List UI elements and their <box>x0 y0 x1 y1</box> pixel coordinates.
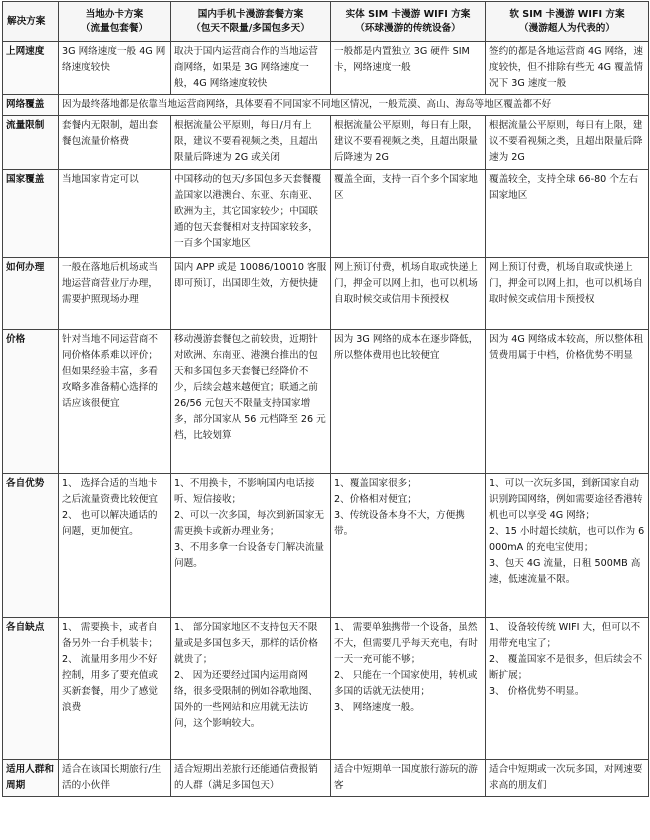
list-item: 1、覆盖国家很多； <box>334 478 417 489</box>
header-subtitle: （漫游超人为代表的） <box>519 22 615 34</box>
list-item: 2、 因为还要经过国内运用商网络，很多受限制的例如谷歌地图、国外的一些网站和应用就无法访问，这个影响较大。 <box>174 670 318 729</box>
cell: 网上预订付费，机场自取或快递上门，押金可以网上扣，也可以机场自取时候交或信用卡预授权 <box>486 258 649 330</box>
row-how-to-apply <box>3 258 649 330</box>
cell: 覆盖较全，支持全球 66-80 个左右国家地区 <box>486 170 649 258</box>
cell: 取决于国内运营商合作的当地运营商网络，如果是 3G 网络速度一般，4G 网络速度较快 <box>171 42 331 95</box>
cell: 适合在该国长期旅行/生活的小伙伴 <box>59 760 171 797</box>
corner-header: 解决方案 <box>3 2 59 42</box>
header-domestic-roaming <box>171 2 331 42</box>
cell <box>59 474 171 618</box>
list-item: 2、15 小时超长续航，也可以作为 6000mA 的充电宝使用； <box>489 526 645 553</box>
row-label: 价格 <box>3 330 59 474</box>
cell: 3G 网络速度一般 4G 网络速度较快 <box>59 42 171 95</box>
list-item: 2、可以一次多国，每次到新国家无需更换卡或新办理业务； <box>174 510 325 537</box>
cell: 一般都是内置独立 3G 硬件 SIM 卡，网络速度一般 <box>331 42 486 95</box>
comparison-table <box>2 1 649 797</box>
cell: 因为 3G 网络的成本在逐步降低，所以整体费用也比较便宜 <box>331 330 486 474</box>
cell: 移动漫游套餐包之前较贵，近期针对欧洲、东南亚、港澳台推出的包天和多国包多天套餐已经降价不少，后续会越来越便宜；联通之前 26/56 元包天不限量支持国家增多，部分国家从 56 元档降至 26 元档，比较划算 <box>171 330 331 474</box>
list-item: 2、 也可以解决通话的问题，更加便宜。 <box>62 510 158 537</box>
row-speed <box>3 42 649 95</box>
list-item: 1、不用换卡，不影响国内电话接听、短信接收； <box>174 478 315 505</box>
header-physical-sim-wifi <box>331 2 486 42</box>
cell: 根据流量公平原则，每日有上限，建议不要看视频之类，且超出限量后降速为 2G <box>486 116 649 170</box>
cell: 根据流量公平原则，每日有上限，建议不要看视频之类，且超出限量后降速为 2G <box>331 116 486 170</box>
header-subtitle: （流量包套餐） <box>80 22 149 34</box>
cell: 签约的都是各地运营商 4G 网络，速度较快，但不排除有些无 4G 覆盖情况下 3G 速度一般 <box>486 42 649 95</box>
list-item: 1、 需要换卡，或者自备另外一台手机装卡； <box>62 622 158 649</box>
header-title: 国内手机卡漫游套餐方案 <box>197 8 304 20</box>
header-row <box>3 2 649 42</box>
cell <box>331 618 486 760</box>
cell <box>486 618 649 760</box>
row-traffic-limit <box>3 116 649 170</box>
row-advantages <box>3 474 649 618</box>
cell: 针对当地不同运营商不同价格体系难以评价；但如果经验丰富，多看攻略多准备精心选择的话应该很便宜 <box>59 330 171 474</box>
cell: 适合短期出差旅行还能通信费报销的人群（满足多国包天） <box>171 760 331 797</box>
row-target-users <box>3 760 649 797</box>
cell <box>171 618 331 760</box>
row-label: 各自缺点 <box>3 618 59 760</box>
row-country-coverage <box>3 170 649 258</box>
list-item: 3、不用多拿一台设备专门解决流量问题。 <box>174 542 325 569</box>
header-subtitle: （环球漫游的传统设备） <box>355 22 461 34</box>
list-item: 2、 覆盖国家不是很多，但后续会不断扩展； <box>489 654 643 681</box>
cell: 根据流量公平原则，每日/月有上限，建议不要看视频之类，且超出限量后降速为 2G 或关闭 <box>171 116 331 170</box>
list-item: 3、 网络速度一般。 <box>334 702 420 713</box>
cell: 适合中短期单一国度旅行游玩的游客 <box>331 760 486 797</box>
list-item: 1、 需要单独携带一个设备，虽然不大，但需要几乎每天充电，有时一天一充可能不够； <box>334 622 478 665</box>
cell: 适合中短期或一次玩多国，对网速要求高的朋友们 <box>486 760 649 797</box>
cell: 因为 4G 网络成本较高，所以整体租赁费用属于中档，价格优势不明显 <box>486 330 649 474</box>
list-item: 1、 部分国家地区不支持包天不限量或是多国包多天，那样的话价格就贵了； <box>174 622 318 665</box>
header-title: 实体 SIM 卡漫游 WIFI 方案 <box>345 8 471 20</box>
row-label: 流量限制 <box>3 116 59 170</box>
list-item: 1、可以一次玩多国，到新国家自动识别跨国网络，例如需要途径香港转机也可以享受 4G 网络； <box>489 478 643 521</box>
list-item: 2、 流量用多用少不好控制，用多了要充值或买新套餐，用少了感觉浪费 <box>62 654 158 713</box>
cell <box>486 474 649 618</box>
row-label: 网络覆盖 <box>3 95 59 116</box>
list-item: 1、 选择合适的当地卡之后流量资费比较便宜 <box>62 478 158 505</box>
cell-merged: 因为最终落地都是依靠当地运营商网络，具体要看不同国家不同地区情况，一般荒漠、高山、海岛等地区覆盖都不好 <box>59 95 649 116</box>
cell: 套餐内无限制，超出套餐包流量价格费 <box>59 116 171 170</box>
list-item: 3、包天 4G 流量，日租 500MB 高速，低速流量不限。 <box>489 558 641 585</box>
row-label: 国家覆盖 <box>3 170 59 258</box>
row-label: 各自优势 <box>3 474 59 618</box>
header-subtitle: （包天不限量/多国包多天） <box>191 22 310 34</box>
row-label: 适用人群和周期 <box>3 760 59 797</box>
row-label: 上网速度 <box>3 42 59 95</box>
row-coverage <box>3 95 649 116</box>
header-soft-sim-wifi <box>486 2 649 42</box>
list-item: 2、 只能在一个国家使用，转机或多国的话就无法使用； <box>334 670 478 697</box>
header-local-card <box>59 2 171 42</box>
row-label: 如何办理 <box>3 258 59 330</box>
list-item: 2、价格相对便宜； <box>334 494 417 505</box>
list-item: 3、 价格优势不明显。 <box>489 686 585 697</box>
row-disadvantages <box>3 618 649 760</box>
cell: 覆盖全面，支持一百个多个国家地区 <box>331 170 486 258</box>
header-title: 软 SIM 卡漫游 WIFI 方案 <box>509 8 625 20</box>
list-item: 3、传统设备本身不大，方便携带。 <box>334 510 465 537</box>
cell <box>331 474 486 618</box>
cell: 国内 APP 或是 10086/10010 客服即可预订，出国即生效，方便快捷 <box>171 258 331 330</box>
row-price <box>3 330 649 474</box>
list-item: 1、 设备较传统 WIFI 大，但可以不用带充电宝了； <box>489 622 641 649</box>
cell: 一般在落地后机场或当地运营商营业厅办理，需要护照现场办理 <box>59 258 171 330</box>
header-title: 当地办卡方案 <box>85 8 144 20</box>
cell: 网上预订付费，机场自取或快递上门，押金可以网上扣，也可以机场自取时候交或信用卡预授权 <box>331 258 486 330</box>
cell: 中国移动的包天/多国包多天套餐覆盖国家以港澳台、东亚、东南亚、欧洲为主，其它国家较少；中国联通的包天套餐相对支持国家较多，一百多个国家地区 <box>171 170 331 258</box>
cell <box>59 618 171 760</box>
cell <box>171 474 331 618</box>
cell: 当地国家肯定可以 <box>59 170 171 258</box>
